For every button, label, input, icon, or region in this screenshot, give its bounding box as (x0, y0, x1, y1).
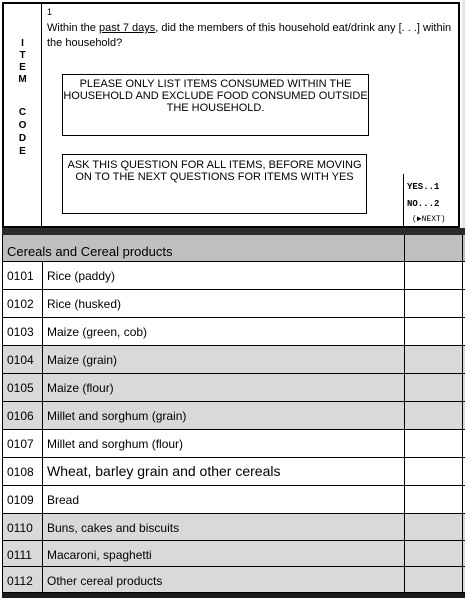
item-code-letter: C (18, 107, 27, 118)
item-code-letter: D (18, 133, 27, 144)
item-code: 0106 (7, 409, 34, 423)
right-column-divider (462, 235, 463, 593)
item-code: 0101 (7, 269, 34, 283)
item-label: Rice (husked) (47, 297, 122, 311)
table-row (3, 541, 465, 567)
item-label: Wheat, barley grain and other cereals (47, 463, 281, 479)
items-table (2, 235, 465, 593)
answer-no: NO...2 (407, 199, 440, 209)
table-row (3, 430, 465, 458)
item-code: 0108 (7, 465, 34, 479)
item-label: Maize (flour) (47, 381, 114, 395)
item-code-letter: E (19, 62, 26, 73)
item-code-letter: I (21, 38, 24, 49)
answer-column-divider (404, 235, 405, 593)
item-label: Rice (paddy) (47, 269, 116, 283)
table-row (3, 458, 465, 486)
item-code-letter: O (18, 120, 27, 131)
item-label: Millet and sorghum (flour) (47, 437, 184, 451)
answer-codes (403, 174, 459, 226)
table-row (3, 486, 465, 514)
item-label: Millet and sorghum (grain) (47, 409, 187, 423)
table-row (3, 346, 465, 374)
table-row (3, 514, 465, 541)
item-code: 0102 (7, 297, 34, 311)
instruction-box-ask-all-items: ASK THIS QUESTION FOR ALL ITEMS, BEFORE MOVING ON TO THE NEXT QUESTIONS FOR ITEMS WITH YES (62, 154, 367, 214)
item-code: 0109 (7, 493, 34, 507)
table-row (3, 374, 465, 402)
code-column-divider (42, 262, 43, 593)
question-number: 1 (47, 7, 53, 17)
item-label: Maize (green, cob) (47, 325, 148, 339)
table-row (3, 318, 465, 346)
question-text (47, 21, 452, 51)
section-header-row (3, 235, 465, 262)
item-code-letter: E (19, 146, 26, 157)
question-text-post: , did the members of this household eat/drink any [. . .] within the household? (47, 22, 452, 49)
question-text-pre: Within the (47, 22, 99, 34)
table-row (3, 262, 465, 290)
item-code-letter: T (19, 50, 26, 61)
table-row (3, 567, 465, 593)
item-label: Buns, cakes and biscuits (47, 521, 180, 535)
item-code: 0110 (7, 521, 33, 535)
instruction-box-exclude-outside: PLEASE ONLY LIST ITEMS CONSUMED WITHIN THE HOUSEHOLD AND EXCLUDE FOOD CONSUMED OUTSIDE THE HOUSEHOLD. (62, 74, 369, 136)
item-label: Maize (grain) (47, 353, 118, 367)
table-bottom-bar (2, 593, 465, 598)
table-row (3, 290, 465, 318)
item-code-column (4, 4, 42, 226)
item-code: 0107 (7, 437, 34, 451)
answer-next: (►NEXT) (412, 215, 446, 224)
item-code: 0103 (7, 325, 34, 339)
item-code-letter: M (18, 74, 27, 85)
question-header (2, 2, 460, 228)
item-label: Other cereal products (47, 574, 163, 588)
item-label: Macaroni, spaghetti (47, 548, 152, 562)
answer-yes: YES..1 (407, 182, 440, 192)
table-row (3, 402, 465, 430)
item-code: 0112 (7, 574, 33, 588)
item-code: 0105 (7, 381, 34, 395)
item-code: 0111 (7, 548, 32, 562)
question-text-underlined: past 7 days (98, 22, 156, 34)
section-title: Cereals and Cereal products (7, 244, 173, 259)
item-label: Bread (47, 493, 80, 507)
item-code: 0104 (7, 353, 34, 367)
table-top-bar (2, 228, 465, 235)
